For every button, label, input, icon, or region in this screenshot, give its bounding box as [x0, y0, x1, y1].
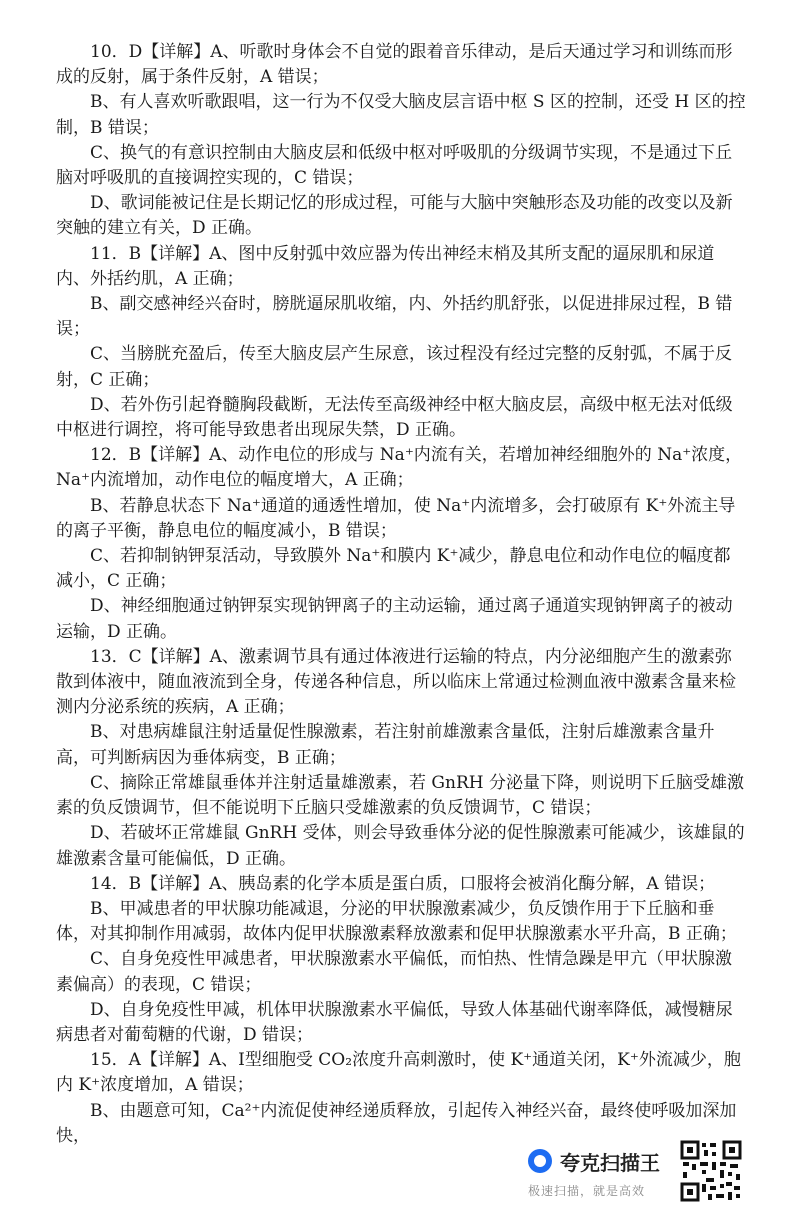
paragraph-q13-d: D、若破坏正常雄鼠 GnRH 受体，则会导致垂体分泌的促性腺激素可能减少，该雄鼠的雄激素含量可能偏低，D 正确。 — [56, 823, 745, 869]
paragraph-q14-c: C、自身免疫性甲减患者，甲状腺激素水平偏低，而怕热、性情急躁是甲亢（甲状腺激素偏高）的表现，C 错误； — [56, 949, 733, 995]
quark-logo-icon — [528, 1149, 552, 1173]
paragraph-q13-b: B、对患病雄鼠注射适量促性腺激素，若注射前雄激素含量低，注射后雄激素含量升高，可判断病因为垂体病变，B 正确； — [56, 722, 715, 768]
paragraph-q10-b: B、有人喜欢听歌跟唱，这一行为不仅受大脑皮层言语中枢 S 区的控制，还受 H 区的控制，B 错误； — [56, 92, 746, 138]
paragraph-q13-c: C、摘除正常雄鼠垂体并注射适量雄激素，若 GnRH 分泌量下降，则说明下丘脑受雄激素的负反馈调节，但不能说明下丘脑只受雄激素的负反馈调节，C 错误； — [56, 772, 744, 819]
paragraph-q11-b: B、副交感神经兴奋时，膀胱逼尿肌收缩，内、外括约肌舒张，以促进排尿过程，B 错误； — [56, 294, 733, 340]
paragraph-q12-c: C、若抑制钠钾泵活动，导致膜外 Na⁺和膜内 K⁺减少，静息电位和动作电位的幅度都减小，C 正确； — [56, 546, 731, 592]
paragraph-q14-d: D、自身免疫性甲减，机体甲状腺激素水平偏低，导致人体基础代谢率降低，减慢糖尿病患者对葡萄糖的代谢，D 错误； — [56, 999, 733, 1045]
paragraph-q12-d: D、神经细胞通过钠钾泵实现钠钾离子的主动运输，通过离子通道实现钠钾离子的被动运输，D 正确。 — [56, 596, 733, 642]
paragraph-q11-d: D、若外伤引起脊髓胸段截断，无法传至高级神经中枢大脑皮层，高级中枢无法对低级中枢进行调控，将可能导致患者出现尿失禁，D 正确。 — [56, 394, 733, 441]
paragraph-q10-c: C、换气的有意识控制由大脑皮层和低级中枢对呼吸肌的分级调节实现，不是通过下丘脑对呼吸肌的直接调控实现的，C 错误； — [56, 142, 733, 189]
scanner-watermark — [528, 1138, 746, 1210]
qr-code-icon — [680, 1140, 742, 1202]
brand-name: 夸克扫描王 — [560, 1150, 660, 1175]
brand-row — [528, 1146, 660, 1176]
paragraph-q14-b: B、甲减患者的甲状腺功能减退，分泌的甲状腺激素减少，负反馈作用于下丘脑和垂体，对其抑制作用减弱，故体内促甲状腺激素释放激素和促甲状腺激素水平升高，B 正确； — [56, 898, 737, 945]
document-body — [56, 40, 746, 1149]
paragraph-q11-c: C、当膀胱充盈后，传至大脑皮层产生尿意，该过程没有经过完整的反射弧，不属于反射，C 正确； — [56, 344, 733, 390]
paragraph-q13: 13．C【详解】A、激素调节具有通过体液进行运输的特点，内分泌细胞产生的激素弥散到体液中，随血液流到全身，传递各种信息，所以临床上常通过检测血液中激素含量来检测内分泌系统的疾病，A 正确； — [56, 646, 736, 718]
paragraph-q12: 12．B【详解】A、动作电位的形成与 Na⁺内流有关，若增加神经细胞外的 Na⁺浓度，Na⁺内流增加，动作电位的幅度增大，A 正确； — [56, 445, 743, 491]
paragraph-q15: 15．A【详解】A、I型细胞受 CO₂浓度升高刺激时，使 K⁺通道关闭，K⁺外流减少，胞内 K⁺浓度增加，A 错误； — [56, 1050, 741, 1096]
paragraph-q10-d: D、歌词能被记住是长期记忆的形成过程，可能与大脑中突触形态及功能的改变以及新突触的建立有关，D 正确。 — [56, 193, 733, 239]
paragraph-q12-b: B、若静息状态下 Na⁺通道的通透性增加，使 Na⁺内流增多，会打破原有 K⁺外流主导的离子平衡，静息电位的幅度减小，B 错误； — [56, 495, 736, 541]
paragraph-q10: 10．D【详解】A、听歌时身体会不自觉的跟着音乐律动，是后天通过学习和训练而形成的反射，属于条件反射，A 错误； — [56, 42, 733, 88]
brand-slogan: 极速扫描，就是高效 — [528, 1184, 646, 1198]
paragraph-q15-b: B、由题意可知，Ca²⁺内流促使神经递质释放，引起传入神经兴奋，最终使呼吸加深加快， — [56, 1100, 737, 1146]
paragraph-q14: 14．B【详解】A、胰岛素的化学本质是蛋白质，口服将会被消化酶分解，A 错误； — [90, 873, 716, 894]
paragraph-q11: 11．B【详解】A、图中反射弧中效应器为传出神经末梢及其所支配的逼尿肌和尿道内、外括约肌，A 正确； — [56, 243, 715, 289]
